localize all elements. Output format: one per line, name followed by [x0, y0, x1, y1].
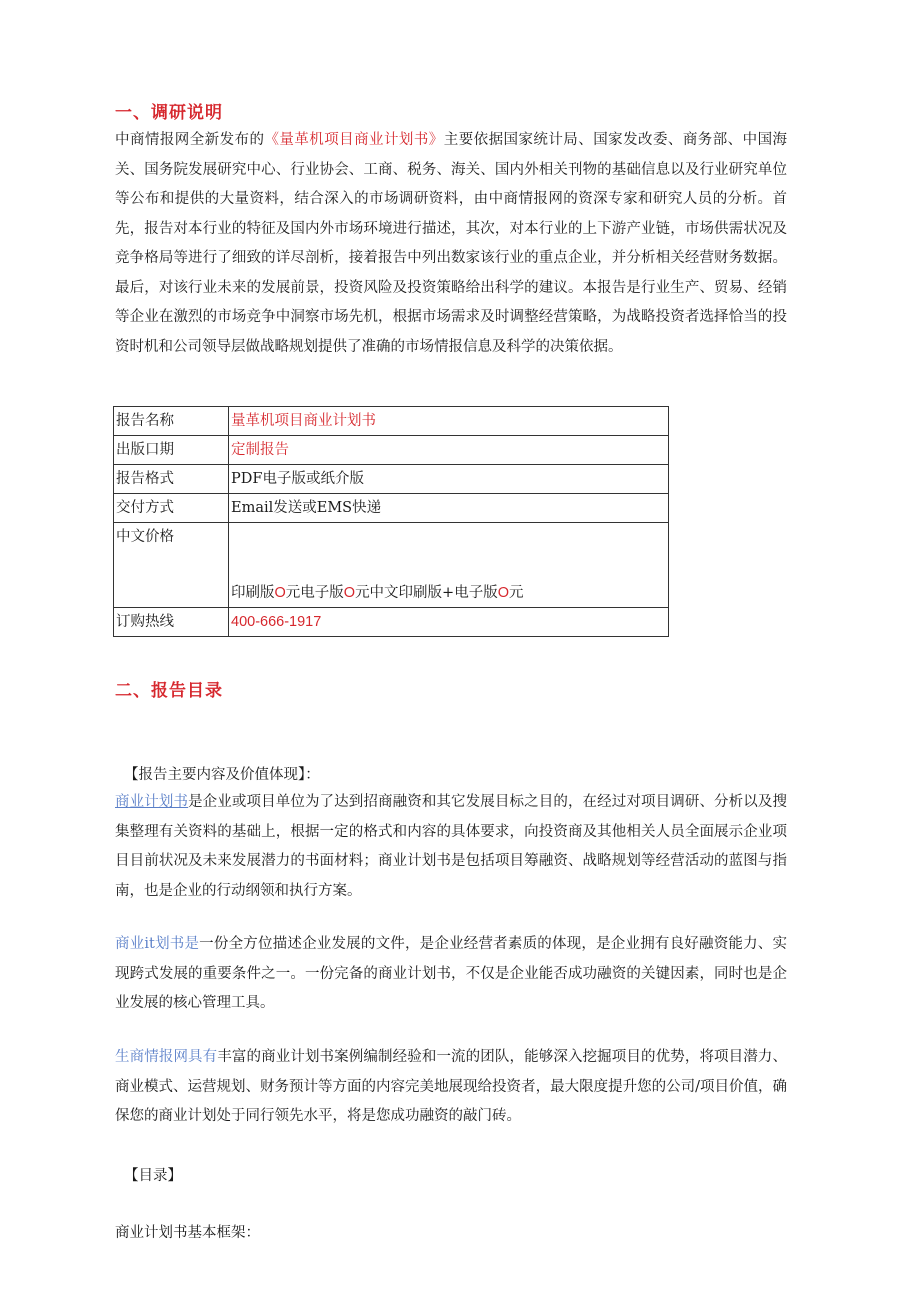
company-link[interactable]: 生商情报网具有: [115, 1049, 218, 1065]
table-row-delivery: [114, 494, 669, 523]
paragraph-2-body: 一份全方位描述企业发展的文件，是企业经营者素质的体现，是企业拥有良好融资能力、实现跨式发展的重要条件之一。一份完备的商业计划书，不仅是企业能否成功融资的关键因素，同时也是企业发展的核心管理工具。: [115, 936, 787, 1011]
paragraph-3-body: 丰富的商业计划书案例编制经验和一流的团队，能够深入挖掘项目的优势，将项目潜力、商业模式、运营规划、财务预计等方面的内容完美地展现给投资者，最大限度提升您的公司/项目价值，确保您的商业计划处于同行领先水平，将是您成功融资的敲门砖。: [115, 1049, 787, 1124]
price-electronic-value: O: [343, 585, 356, 601]
price-unit-3: 元: [509, 585, 524, 601]
label-report-name: 报告名称: [114, 407, 229, 436]
value-hotline[interactable]: 400-666-1917: [229, 608, 669, 637]
label-publish-date: 出版口期: [114, 436, 229, 465]
table-row-price: [114, 523, 669, 608]
price-unit-2: 元中文印刷版+电子版: [355, 585, 498, 601]
table-row-name: [114, 407, 669, 436]
business-plan-paragraph-1: [115, 788, 787, 906]
table-row-date: [114, 436, 669, 465]
price-both-value: O: [497, 585, 509, 601]
paragraph-1-body: 是企业或项目单位为了达到招商融资和其它发展目标之目的，在经过对项目调研、分析以及搜集整理有关资料的基础上，根据一定的格式和内容的具体要求，向投资商及其他相关人员全面展示企业项目目前状况及未来发展潜力的书面材料；商业计划书是包括项目筹融资、战略规划等经营活动的蓝图与指南，也是企业的行动纲领和执行方案。: [115, 794, 788, 899]
report-info-table: [113, 406, 669, 637]
report-title-link[interactable]: 《量革机项目商业计划书》: [264, 132, 444, 148]
business-plan-paragraph-3: [115, 1043, 787, 1132]
intro-prefix: 中商情报网全新发布的: [115, 132, 265, 148]
intro-paragraph: [115, 126, 787, 362]
main-content-label: 【报告主要内容及价值体现】：: [124, 767, 320, 783]
section-heading-toc: 二、报告目录: [115, 681, 223, 701]
section-heading-research: 一、调研说明: [115, 103, 223, 123]
price-print-label: 印刷版: [231, 585, 275, 601]
value-report-name[interactable]: 量革机项目商业计划书: [229, 407, 669, 436]
value-publish-date[interactable]: 定制报告: [229, 436, 669, 465]
value-delivery: Email发送或EMS快递: [229, 494, 669, 523]
toc-label: 【目录】: [124, 1168, 182, 1184]
table-row-format: [114, 465, 669, 494]
business-plan-link[interactable]: 商业计划书: [115, 794, 189, 810]
business-plan-link-2[interactable]: 商业it划书是: [115, 936, 200, 952]
value-price: [229, 523, 669, 608]
table-row-hotline: [114, 608, 669, 637]
label-hotline: 订购热线: [114, 608, 229, 637]
label-report-format: 报告格式: [114, 465, 229, 494]
framework-label: 商业计划书基本框架：: [115, 1225, 260, 1241]
label-delivery: 交付方式: [114, 494, 229, 523]
price-unit-1: 元电子版: [285, 585, 344, 601]
business-plan-paragraph-2: [115, 930, 787, 1019]
label-price: 中文价格: [114, 523, 229, 608]
value-report-format: PDF电子版或纸介版: [229, 465, 669, 494]
intro-body: 主要依据国家统计局、国家发改委、商务部、中国海关、国务院发展研究中心、行业协会、工商、税务、海关、国内外相关刊物的基础信息以及行业研究单位等公布和提供的大量资料，结合深入的市场调研资料，由中商情报网的资深专家和研究人员的分析。首先，报告对本行业的特征及国内外市场环境进行描述，其次，对本行业的上下游产业链，市场供需状况及竞争格局等进行了细致的详尽剖析，接着报告中列出数家该行业的重点企业，并分析相关经营财务数据。最后，对该行业未来的发展前景，投资风险及投资策略给出科学的建议。本报告是行业生产、贸易、经销等企业在激烈的市场竞争中洞察市场先机，根据市场需求及时调整经营策略，为战略投资者选择恰当的投资时机和公司领导层做战略规划提供了准确的市场情报信息及科学的决策依据。: [115, 132, 788, 355]
price-print-value: O: [274, 585, 286, 601]
